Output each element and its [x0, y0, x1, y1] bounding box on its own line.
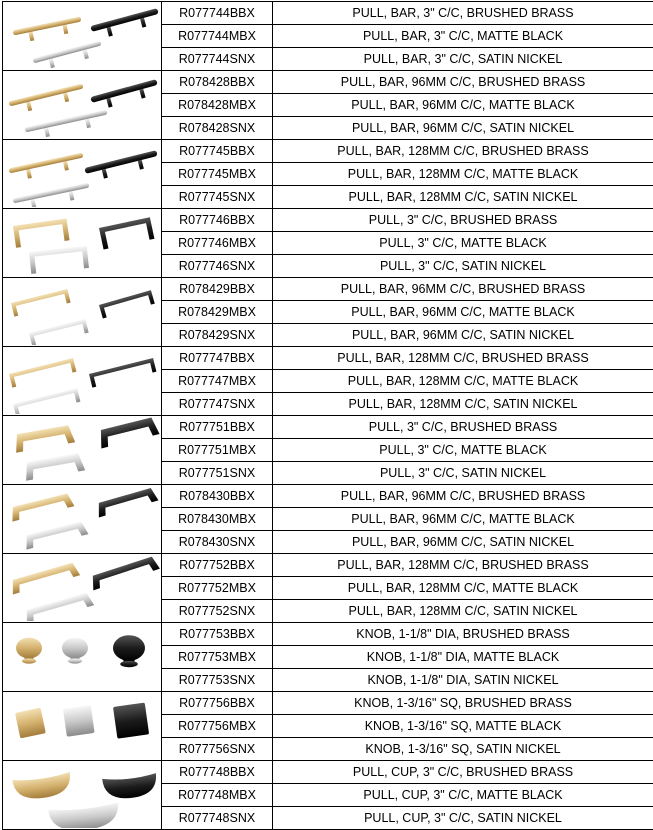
- sku-cell: R077745SNX: [162, 186, 273, 209]
- description-cell: PULL, CUP, 3" C/C, SATIN NICKEL: [273, 807, 653, 830]
- product-image-cell: [3, 761, 162, 830]
- description-cell: KNOB, 1-1/8" DIA, BRUSHED BRASS: [273, 623, 653, 646]
- sku-cell: R077748SNX: [162, 807, 273, 830]
- product-image-cell: [3, 554, 162, 623]
- sku-cell: R077748BBX: [162, 761, 273, 784]
- description-cell: PULL, 3" C/C, SATIN NICKEL: [273, 462, 653, 485]
- sku-cell: R077747BBX: [162, 347, 273, 370]
- sku-cell: R078430BBX: [162, 485, 273, 508]
- sku-cell: R077751MBX: [162, 439, 273, 462]
- sku-cell: R077747SNX: [162, 393, 273, 416]
- product-image-cell: [3, 2, 162, 71]
- description-cell: PULL, BAR, 96MM C/C, SATIN NICKEL: [273, 531, 653, 554]
- description-cell: PULL, BAR, 96MM C/C, SATIN NICKEL: [273, 117, 653, 140]
- channel-bar-pull-96mm-icon: [3, 486, 161, 552]
- product-image-cell: [3, 692, 162, 761]
- square-bar-pull-96mm-icon: [3, 279, 161, 345]
- description-cell: PULL, BAR, 128MM C/C, SATIN NICKEL: [273, 393, 653, 416]
- hardware-catalog-table: [2, 1, 653, 830]
- channel-bar-pull-128mm-icon: [3, 555, 161, 621]
- sku-cell: R077752BBX: [162, 554, 273, 577]
- description-cell: PULL, BAR, 96MM C/C, MATTE BLACK: [273, 301, 653, 324]
- sku-cell: R077748MBX: [162, 784, 273, 807]
- description-cell: PULL, BAR, 96MM C/C, MATTE BLACK: [273, 508, 653, 531]
- cup-pull-icon: [3, 762, 161, 828]
- product-image-cell: [3, 209, 162, 278]
- sku-cell: R077751BBX: [162, 416, 273, 439]
- sku-cell: R077752SNX: [162, 600, 273, 623]
- description-cell: PULL, BAR, 96MM C/C, BRUSHED BRASS: [273, 278, 653, 301]
- sku-cell: R077752MBX: [162, 577, 273, 600]
- description-cell: KNOB, 1-1/8" DIA, MATTE BLACK: [273, 646, 653, 669]
- description-cell: PULL, 3" C/C, MATTE BLACK: [273, 439, 653, 462]
- product-image-cell: [3, 347, 162, 416]
- sku-cell: R077756BBX: [162, 692, 273, 715]
- table-row: [3, 140, 653, 163]
- product-image-cell: [3, 278, 162, 347]
- description-cell: PULL, BAR, 128MM C/C, SATIN NICKEL: [273, 600, 653, 623]
- description-cell: PULL, BAR, 128MM C/C, MATTE BLACK: [273, 577, 653, 600]
- sku-cell: R077745MBX: [162, 163, 273, 186]
- table-row: [3, 485, 653, 508]
- description-cell: PULL, BAR, 3" C/C, BRUSHED BRASS: [273, 2, 653, 25]
- table-row: [3, 71, 653, 94]
- sku-cell: R077746BBX: [162, 209, 273, 232]
- sku-cell: R078428MBX: [162, 94, 273, 117]
- bar-pull-128mm-icon: [3, 141, 161, 207]
- table-row: [3, 347, 653, 370]
- description-cell: PULL, 3" C/C, SATIN NICKEL: [273, 255, 653, 278]
- table-row: [3, 692, 653, 715]
- square-bar-pull-128mm-icon: [3, 348, 161, 414]
- sku-cell: R078428SNX: [162, 117, 273, 140]
- product-image-cell: [3, 416, 162, 485]
- sku-cell: R078430SNX: [162, 531, 273, 554]
- table-row: [3, 416, 653, 439]
- description-cell: PULL, BAR, 96MM C/C, MATTE BLACK: [273, 94, 653, 117]
- sku-cell: R078429BBX: [162, 278, 273, 301]
- square-knob-icon: [3, 693, 161, 759]
- description-cell: KNOB, 1-3/16" SQ, MATTE BLACK: [273, 715, 653, 738]
- channel-pull-3in-icon: [3, 417, 161, 483]
- product-image-cell: [3, 140, 162, 209]
- sku-cell: R077751SNX: [162, 462, 273, 485]
- description-cell: PULL, BAR, 3" C/C, SATIN NICKEL: [273, 48, 653, 71]
- sku-cell: R078430MBX: [162, 508, 273, 531]
- description-cell: PULL, 3" C/C, BRUSHED BRASS: [273, 209, 653, 232]
- description-cell: PULL, BAR, 128MM C/C, MATTE BLACK: [273, 163, 653, 186]
- sku-cell: R077753MBX: [162, 646, 273, 669]
- sku-cell: R077744MBX: [162, 25, 273, 48]
- table-row: [3, 554, 653, 577]
- sku-cell: R077756MBX: [162, 715, 273, 738]
- sku-cell: R077747MBX: [162, 370, 273, 393]
- sku-cell: R077745BBX: [162, 140, 273, 163]
- table-row: [3, 623, 653, 646]
- description-cell: PULL, BAR, 128MM C/C, BRUSHED BRASS: [273, 347, 653, 370]
- table-row: [3, 209, 653, 232]
- square-pull-3in-icon: [3, 210, 161, 276]
- sku-cell: R077753BBX: [162, 623, 273, 646]
- description-cell: PULL, BAR, 3" C/C, MATTE BLACK: [273, 25, 653, 48]
- round-knob-icon: [3, 624, 161, 690]
- bar-pull-96mm-icon: [3, 72, 161, 138]
- description-cell: KNOB, 1-3/16" SQ, SATIN NICKEL: [273, 738, 653, 761]
- catalog-body: [3, 2, 653, 830]
- bar-pull-3in-icon: [3, 3, 161, 69]
- description-cell: PULL, BAR, 128MM C/C, BRUSHED BRASS: [273, 554, 653, 577]
- product-image-cell: [3, 71, 162, 140]
- sku-cell: R077744SNX: [162, 48, 273, 71]
- description-cell: PULL, BAR, 96MM C/C, BRUSHED BRASS: [273, 71, 653, 94]
- table-row: [3, 2, 653, 25]
- sku-cell: R077753SNX: [162, 669, 273, 692]
- sku-cell: R078429SNX: [162, 324, 273, 347]
- table-row: [3, 761, 653, 784]
- description-cell: PULL, BAR, 96MM C/C, SATIN NICKEL: [273, 324, 653, 347]
- description-cell: PULL, CUP, 3" C/C, MATTE BLACK: [273, 784, 653, 807]
- description-cell: PULL, BAR, 128MM C/C, MATTE BLACK: [273, 370, 653, 393]
- description-cell: PULL, CUP, 3" C/C, BRUSHED BRASS: [273, 761, 653, 784]
- description-cell: PULL, BAR, 128MM C/C, SATIN NICKEL: [273, 186, 653, 209]
- sku-cell: R078428BBX: [162, 71, 273, 94]
- sku-cell: R077744BBX: [162, 2, 273, 25]
- description-cell: PULL, BAR, 96MM C/C, BRUSHED BRASS: [273, 485, 653, 508]
- description-cell: KNOB, 1-3/16" SQ, BRUSHED BRASS: [273, 692, 653, 715]
- sku-cell: R077746MBX: [162, 232, 273, 255]
- sku-cell: R078429MBX: [162, 301, 273, 324]
- product-image-cell: [3, 485, 162, 554]
- description-cell: PULL, BAR, 128MM C/C, BRUSHED BRASS: [273, 140, 653, 163]
- description-cell: KNOB, 1-1/8" DIA, SATIN NICKEL: [273, 669, 653, 692]
- description-cell: PULL, 3" C/C, MATTE BLACK: [273, 232, 653, 255]
- sku-cell: R077756SNX: [162, 738, 273, 761]
- sku-cell: R077746SNX: [162, 255, 273, 278]
- table-row: [3, 278, 653, 301]
- description-cell: PULL, 3" C/C, BRUSHED BRASS: [273, 416, 653, 439]
- product-image-cell: [3, 623, 162, 692]
